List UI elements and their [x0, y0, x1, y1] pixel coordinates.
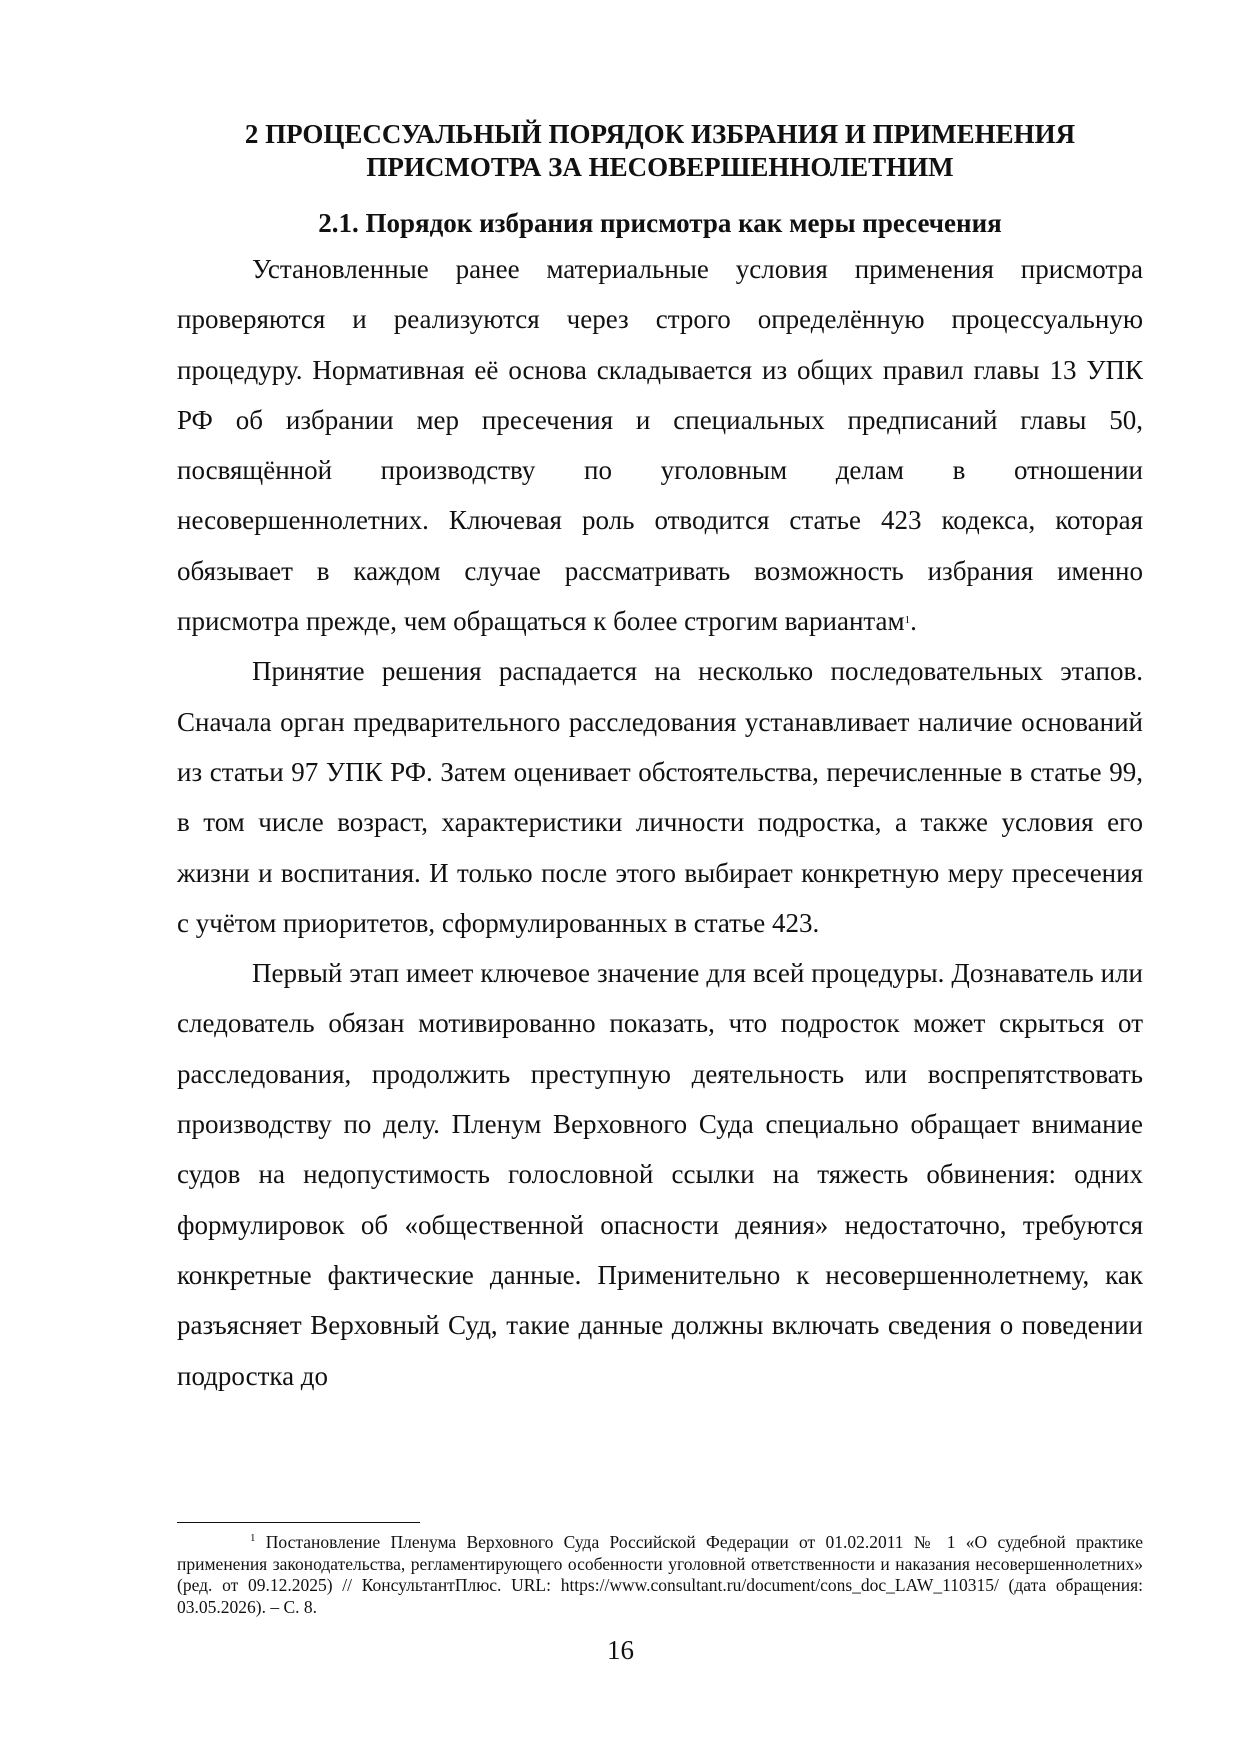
- footnote-reference[interactable]: 1: [904, 614, 911, 627]
- chapter-title-line-1: 2 ПРОЦЕССУАЛЬНЫЙ ПОРЯДОК ИЗБРАНИЯ И ПРИМЕНЕНИЯ: [244, 119, 1076, 149]
- chapter-title: [177, 118, 1143, 184]
- footnote-text: Постановление Пленума Верховного Суда Российской Федерации от 01.02.2011 № 1 «О судебной практике применения законодательства, регламентирующего особенности уголовной ответственности и наказания несовершеннолетних» (ред. от 09.12.2025) // КонсультантПлюс. URL: https://www.consultant.ru/document/cons_doc_LAW_110315/ (дата обращения: 03.05.2026). – С. 8.: [177, 1532, 1144, 1617]
- document-page: [177, 118, 1143, 1401]
- page-number: 16: [607, 1635, 634, 1665]
- chapter-title-line-2: ПРИСМОТРА ЗА НЕСОВЕРШЕННОЛЕТНИМ: [366, 152, 954, 182]
- paragraph-1-text: Установленные ранее материальные условия применения присмотра проверяются и реализуются через строго определённую процессуальную процедуру. Нормативная её основа складывается из общих правил главы 13 УПК РФ об избрании мер пресечения и специальных предписаний главы 50, посвящённой производству по уголовным делам в отношении несовершеннолетних. Ключевая роль отводится статье 423 кодекса, которая обязывает в каждом случае рассматривать возможность избрания именно присмотра прежде, чем обращаться к более строгим вариантам: [177, 254, 1143, 637]
- footnote: [177, 1532, 1143, 1618]
- paragraph-1-end: .: [910, 606, 917, 637]
- body-paragraph-1: [177, 244, 1143, 646]
- body-paragraph-3: Первый этап имеет ключевое значение для всей процедуры. Дознаватель или следователь обязан мотивированно показать, что подросток может скрыться от расследования, продолжить преступную деятельность или воспрепятствовать производству по делу. Пленум Верховного Суда специально обращает внимание судов на недопустимость голословной ссылки на тяжесть обвинения: одних формулировок об «общественной опасности деяния» недостаточно, требуются конкретные фактические данные. Применительно к несовершеннолетнему, как разъясняет Верховный Суд, такие данные должны включать сведения о поведении подростка до: [177, 958, 1143, 1391]
- footnote-number: 1: [250, 1532, 256, 1544]
- section-title: 2.1. Порядок избрания присмотра как меры пресечения: [318, 208, 1002, 238]
- body-paragraph-2: Принятие решения распадается на несколько последовательных этапов. Сначала орган предварительного расследования устанавливает наличие оснований из статьи 97 УПК РФ. Затем оценивает обстоятельства, перечисленные в статье 99, в том числе возраст, характеристики личности подростка, а также условия его жизни и воспитания. И только после этого выбирает конкретную меру пресечения с учётом приоритетов, сформулированных в статье 423.: [177, 656, 1143, 938]
- footnote-separator: [177, 1522, 420, 1523]
